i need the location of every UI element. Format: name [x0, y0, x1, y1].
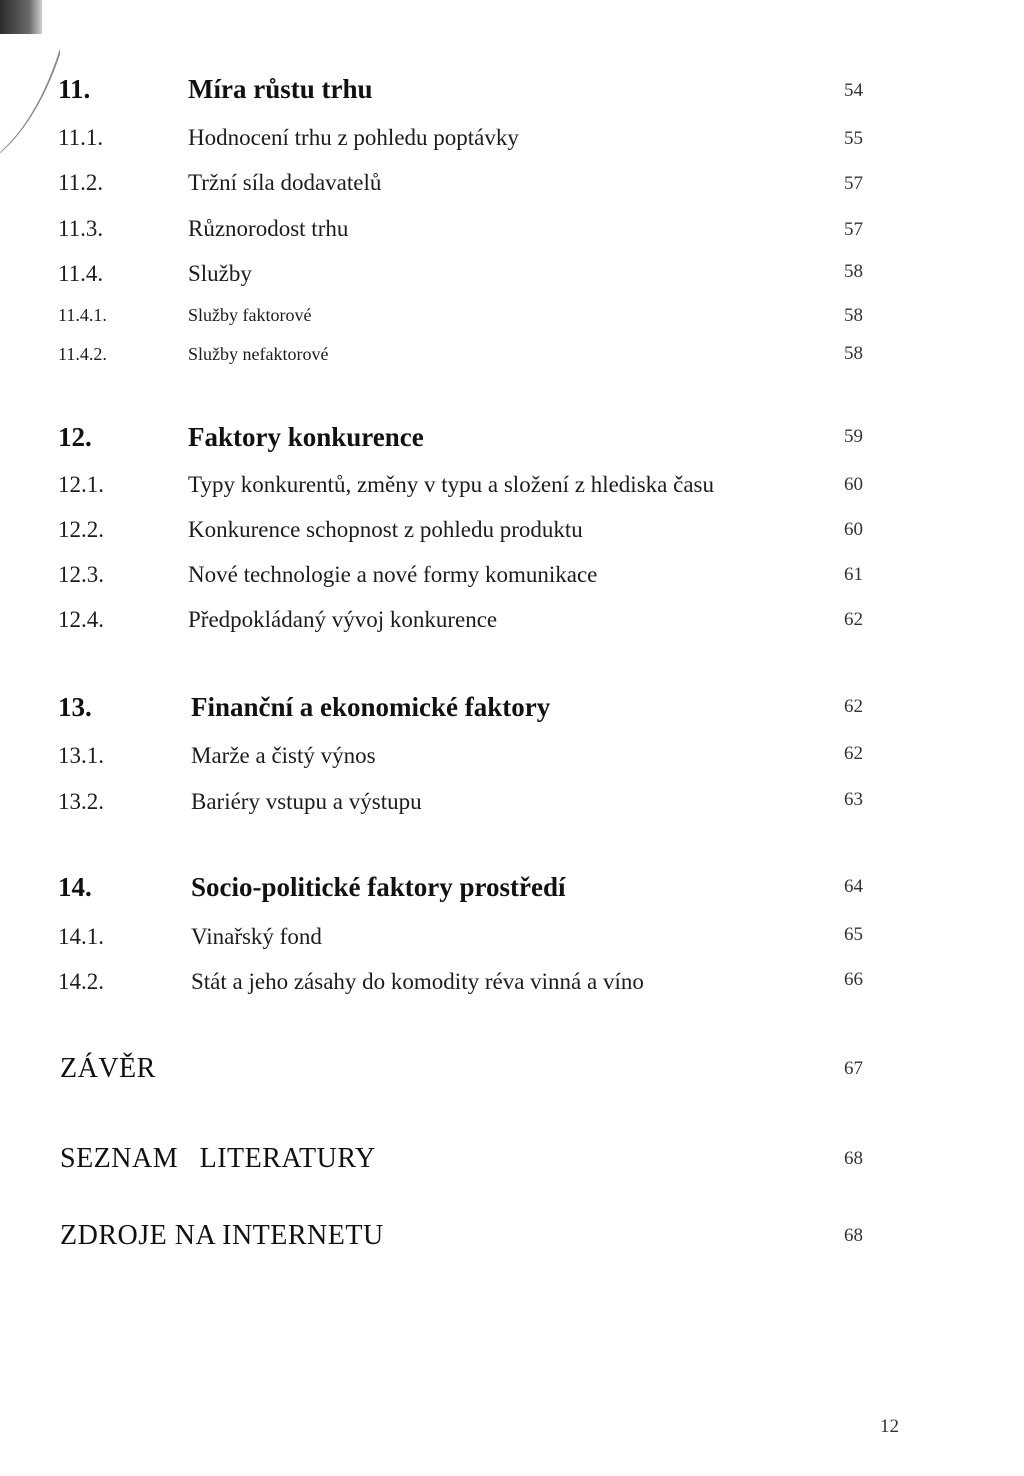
- toc-number: 11.: [58, 74, 91, 104]
- toc-title: Předpokládaný vývoj konkurence: [188, 607, 498, 632]
- toc-page: 65: [844, 924, 863, 945]
- toc-number: 12.2.: [58, 517, 104, 542]
- toc-section-11[interactable]: [0, 76, 1024, 112]
- toc-section-12[interactable]: [0, 424, 1024, 460]
- toc-title: SEZNAM LITERATURY: [60, 1143, 376, 1174]
- toc-entry-14-1[interactable]: [0, 925, 1024, 961]
- toc-page: 57: [844, 219, 863, 240]
- toc-page: 58: [844, 305, 863, 326]
- toc-entry-12-2[interactable]: [0, 518, 1024, 554]
- toc-page: 62: [844, 609, 863, 630]
- toc-title: Hodnocení trhu z pohledu poptávky: [188, 125, 519, 150]
- toc-title: Socio-politické faktory prostředí: [191, 872, 566, 902]
- toc-entry-12-1[interactable]: [0, 473, 1024, 509]
- toc-page: 63: [844, 789, 863, 810]
- toc-number: 13.1.: [58, 743, 104, 768]
- toc-title: Typy konkurentů, změny v typu a složení z hlediska času: [188, 472, 714, 497]
- toc-page: 60: [844, 474, 863, 495]
- toc-page: 67: [844, 1058, 863, 1079]
- toc-title: Vinařský fond: [191, 924, 322, 949]
- toc-number: 14.1.: [58, 924, 104, 949]
- toc-page: 59: [844, 426, 863, 447]
- toc-number: 13.2.: [58, 789, 104, 814]
- toc-page: 64: [844, 876, 863, 897]
- toc-page: 58: [844, 261, 863, 282]
- toc-section-13[interactable]: [0, 694, 1024, 730]
- toc-entry-11-2[interactable]: [0, 171, 1024, 207]
- toc-page: 54: [844, 80, 863, 101]
- toc-page: 62: [844, 743, 863, 764]
- toc-number: 12.3.: [58, 562, 104, 587]
- toc-page: 60: [844, 519, 863, 540]
- toc-title: ZDROJE NA INTERNETU: [60, 1220, 384, 1251]
- toc-entry-11-4-1[interactable]: [0, 306, 1024, 342]
- toc-page: 55: [844, 128, 863, 149]
- toc-page: 57: [844, 173, 863, 194]
- toc-entry-11-4-2[interactable]: [0, 345, 1024, 381]
- toc-section-14[interactable]: [0, 874, 1024, 910]
- toc-page: 68: [844, 1225, 863, 1246]
- page-number: 12: [880, 1416, 899, 1437]
- toc-title: Tržní síla dodavatelů: [188, 170, 382, 195]
- toc-zaver[interactable]: [0, 1055, 1024, 1091]
- toc-title: Stát a jeho zásahy do komodity réva vinná a víno: [191, 969, 644, 994]
- toc-entry-11-3[interactable]: [0, 217, 1024, 253]
- toc-entry-14-2[interactable]: [0, 970, 1024, 1006]
- toc-number: 11.2.: [58, 170, 104, 195]
- toc-seznam-literatury[interactable]: [0, 1145, 1024, 1181]
- toc-title: Různorodost trhu: [188, 216, 349, 241]
- toc-title: Faktory konkurence: [188, 422, 424, 452]
- toc-entry-12-3[interactable]: [0, 563, 1024, 599]
- toc-title: Bariéry vstupu a výstupu: [191, 789, 422, 814]
- toc-page: 58: [844, 343, 863, 364]
- toc-page: 66: [844, 969, 863, 990]
- toc-title: Služby faktorové: [188, 305, 312, 325]
- toc-number: 12.4.: [58, 607, 104, 632]
- toc-number: 11.3.: [58, 216, 104, 241]
- toc-page: 68: [844, 1148, 863, 1169]
- toc-entry-13-2[interactable]: [0, 790, 1024, 826]
- toc-title: Služby nefaktorové: [188, 344, 329, 364]
- toc-number: 14.: [58, 872, 92, 902]
- toc-entry-11-1[interactable]: [0, 126, 1024, 162]
- toc-title: ZÁVĚR: [60, 1053, 156, 1084]
- toc-number: 14.2.: [58, 969, 104, 994]
- toc-entry-12-4[interactable]: [0, 608, 1024, 644]
- toc-title: Marže a čistý výnos: [191, 743, 376, 768]
- toc-title: Nové technologie a nové formy komunikace: [188, 562, 598, 587]
- toc-number: 11.1.: [58, 125, 104, 150]
- toc-number: 11.4.1.: [58, 305, 107, 325]
- toc-title: Konkurence schopnost z pohledu produktu: [188, 517, 583, 542]
- toc-title: Míra růstu trhu: [188, 74, 373, 104]
- toc-zdroje-na-internetu[interactable]: [0, 1222, 1024, 1258]
- toc-number: 13.: [58, 692, 92, 722]
- toc-page: 61: [844, 564, 863, 585]
- toc-number: 12.1.: [58, 472, 104, 497]
- toc-number: 11.4.: [58, 261, 104, 286]
- toc-number: 11.4.2.: [58, 344, 107, 364]
- toc-entry-13-1[interactable]: [0, 744, 1024, 780]
- toc-title: Finanční a ekonomické faktory: [191, 692, 551, 722]
- toc-title: Služby: [188, 261, 252, 286]
- toc-page: 62: [844, 696, 863, 717]
- toc-number: 12.: [58, 422, 92, 452]
- toc-entry-11-4[interactable]: [0, 262, 1024, 298]
